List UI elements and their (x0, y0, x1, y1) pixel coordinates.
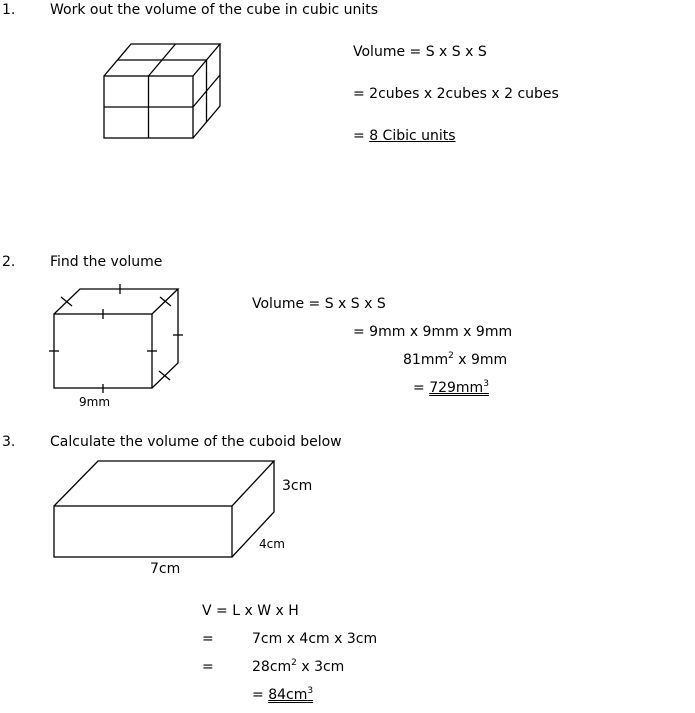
q2-working-line2: = 9mm x 9mm x 9mm (353, 324, 513, 340)
q1-number: 1. (2, 2, 16, 18)
q3-working-line3-sup: 2 (291, 658, 297, 668)
q1-working-line2: = 2cubes x 2cubes x 2 cubes (353, 86, 559, 102)
q3-working-line4-eq: = (252, 687, 269, 703)
q3-working-line3-b: x 3cm (296, 659, 345, 675)
q3-cuboid-front-face (54, 506, 232, 557)
q3-answer-sup: 3 (307, 686, 314, 696)
q3-height-label: 3cm (282, 478, 313, 494)
q2-working-line3-sup: 2 (448, 351, 454, 361)
q1-prompt: Work out the volume of the cube in cubic units (50, 2, 379, 18)
q2-working-line1: Volume = S x S x S (252, 296, 386, 312)
q3-width-label: 4cm (259, 537, 285, 551)
q3-cuboid-top-face (54, 461, 274, 506)
q1-answer: 8 Cibic units (369, 128, 456, 144)
q3-length-label: 7cm (150, 561, 181, 577)
q3-number: 3. (2, 434, 16, 450)
q2-answer-value: 729mm (429, 380, 484, 396)
q2-number: 2. (2, 254, 16, 270)
q2-working-line3-b: x 9mm (453, 352, 508, 368)
q3-working-line3-eq: = (202, 659, 214, 675)
q1-working-line3-eq: = (353, 128, 370, 144)
q3-working-line4 (252, 687, 313, 703)
q3-working-line2: 7cm x 4cm x 3cm (252, 631, 378, 647)
q3-working-line1: V = L x W x H (202, 603, 299, 619)
q3-working-line3-a: 28cm (252, 659, 292, 675)
q2-working-line4-eq: = (413, 380, 430, 396)
q3-answer (268, 687, 313, 703)
q2-prompt: Find the volume (50, 254, 163, 270)
q1-working-line1: Volume = S x S x S (353, 44, 487, 60)
q3-prompt: Calculate the volume of the cuboid below (50, 434, 342, 450)
q2-working-line3-a: 81mm (403, 352, 449, 368)
q3-working-line2-eq: = (202, 631, 214, 647)
q3-working-line3 (252, 659, 344, 675)
q2-side-label: 9mm (79, 395, 111, 409)
q2-answer-sup: 3 (483, 379, 489, 389)
q3-answer-value: 84cm (268, 687, 308, 703)
